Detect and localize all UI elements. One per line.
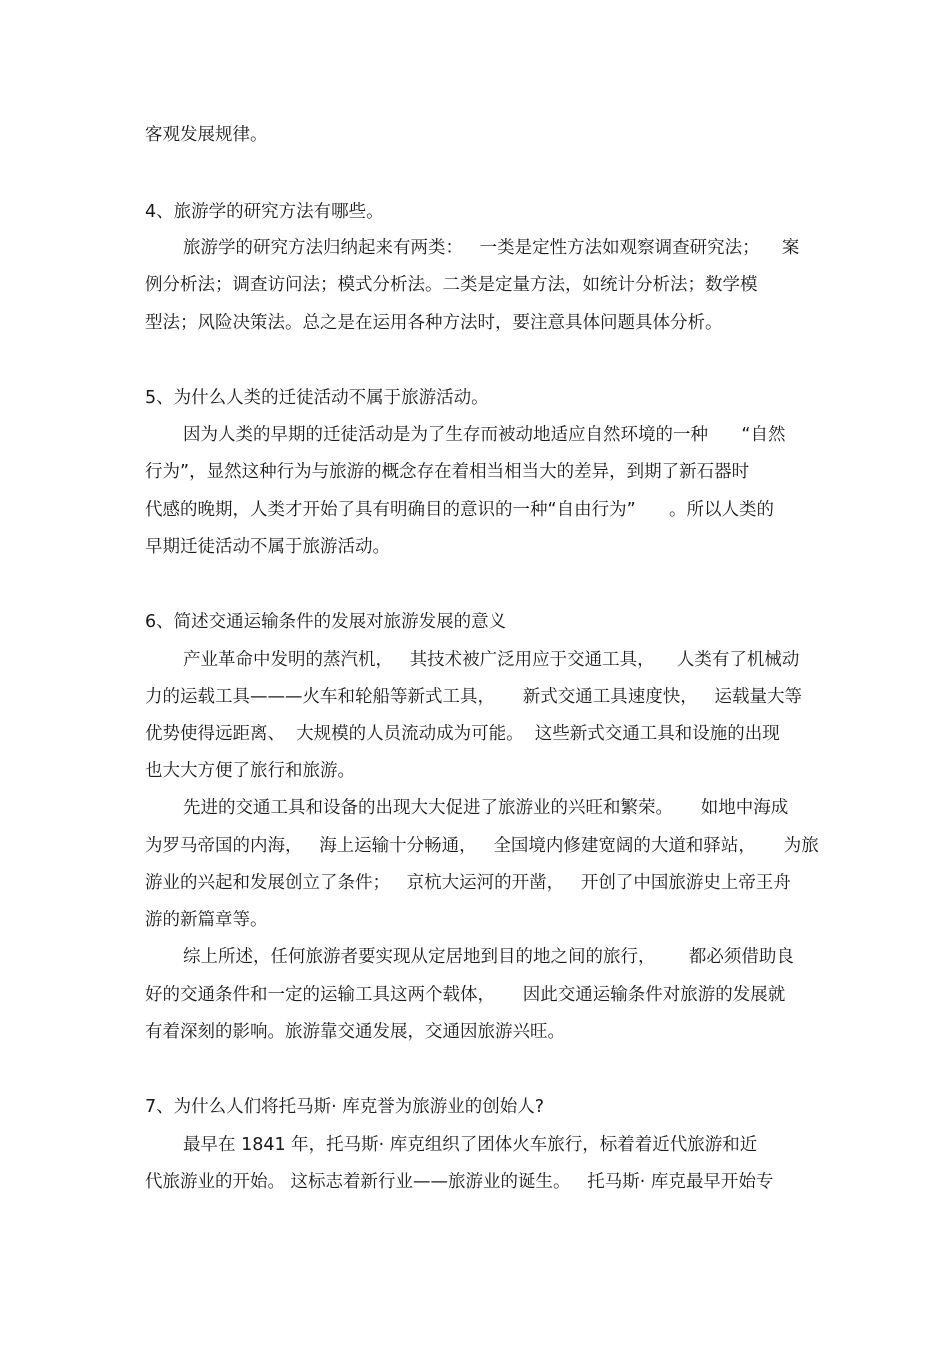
section-heading: 5、为什么人类的迁徒活动不属于旅游活动。: [145, 388, 489, 408]
paragraph-line: 先进的交通工具和设备的出现大大促进了旅游业的兴旺和繁荣。 如地中海成: [183, 798, 789, 818]
paragraph-line: 综上所述，任何旅游者要实现从定居地到目的地之间的旅行， 都必须借助良: [183, 947, 794, 967]
paragraph-line: 游的新篇章等。: [145, 910, 268, 930]
paragraph-line: 型法；风险决策法。总之是在运用各种方法时，要注意具体问题具体分析。: [145, 313, 723, 333]
paragraph-line: 行为”，显然这种行为与旅游的概念存在着相当相当大的差异，到期了新石器时: [145, 462, 750, 482]
paragraph-line: 为罗马帝国的内海， 海上运输十分畅通， 全国境内修建宽阔的大道和驿站， 为旅: [145, 836, 819, 856]
paragraph-line: 游业的兴起和发展创立了条件； 京杭大运河的开凿， 开创了中国旅游史上帝王舟: [145, 873, 791, 893]
section-heading: 4、旅游学的研究方法有哪些。: [145, 202, 384, 222]
paragraph-line: 早期迁徒活动不属于旅游活动。: [145, 537, 390, 557]
paragraph-line: 最早在 1841 年，托马斯· 库克组织了团体火车旅行，标着着近代旅游和近: [183, 1135, 758, 1155]
paragraph-line: 有着深刻的影响。旅游靠交通发展，交通因旅游兴旺。: [145, 1022, 565, 1042]
paragraph-line: 代旅游业的开始。 这标志着新行业——旅游业的诞生。 托马斯· 库克最早开始专: [145, 1172, 774, 1192]
paragraph-line: 力的运载工具———火车和轮船等新式工具， 新式交通工具速度快， 运载量大等: [145, 687, 802, 707]
paragraph-line: 代感的晚期，人类才开始了具有明确目的意识的一种“自由行为” 。所以人类的: [145, 500, 775, 520]
section-heading: 7、为什么人们将托马斯· 库克誉为旅游业的创始人?: [145, 1097, 545, 1117]
paragraph-line: 优势使得远距离、 大规模的人员流动成为可能。 这些新式交通工具和设施的出现: [145, 724, 780, 744]
paragraph-line: 例分析法；调查访问法；模式分析法。二类是定量方法，如统计分析法；数学模: [145, 275, 758, 295]
paragraph-line: 客观发展规律。: [145, 125, 268, 145]
paragraph-line: 因为人类的早期的迁徒活动是为了生存而被动地适应自然环境的一种 “自然: [183, 425, 786, 445]
paragraph-line: 好的交通条件和一定的运输工具这两个载体， 因此交通运输条件对旅游的发展就: [145, 985, 786, 1005]
paragraph-line: 也大大方便了旅行和旅游。: [145, 761, 355, 781]
paragraph-line: 产业革命中发明的蒸汽机， 其技术被广泛用应于交通工具， 人类有了机械动: [183, 650, 800, 670]
paragraph-line: 旅游学的研究方法归纳起来有两类： 一类是定性方法如观察调查研究法； 案: [183, 238, 800, 258]
section-heading: 6、简述交通运输条件的发展对旅游发展的意义: [145, 612, 507, 632]
